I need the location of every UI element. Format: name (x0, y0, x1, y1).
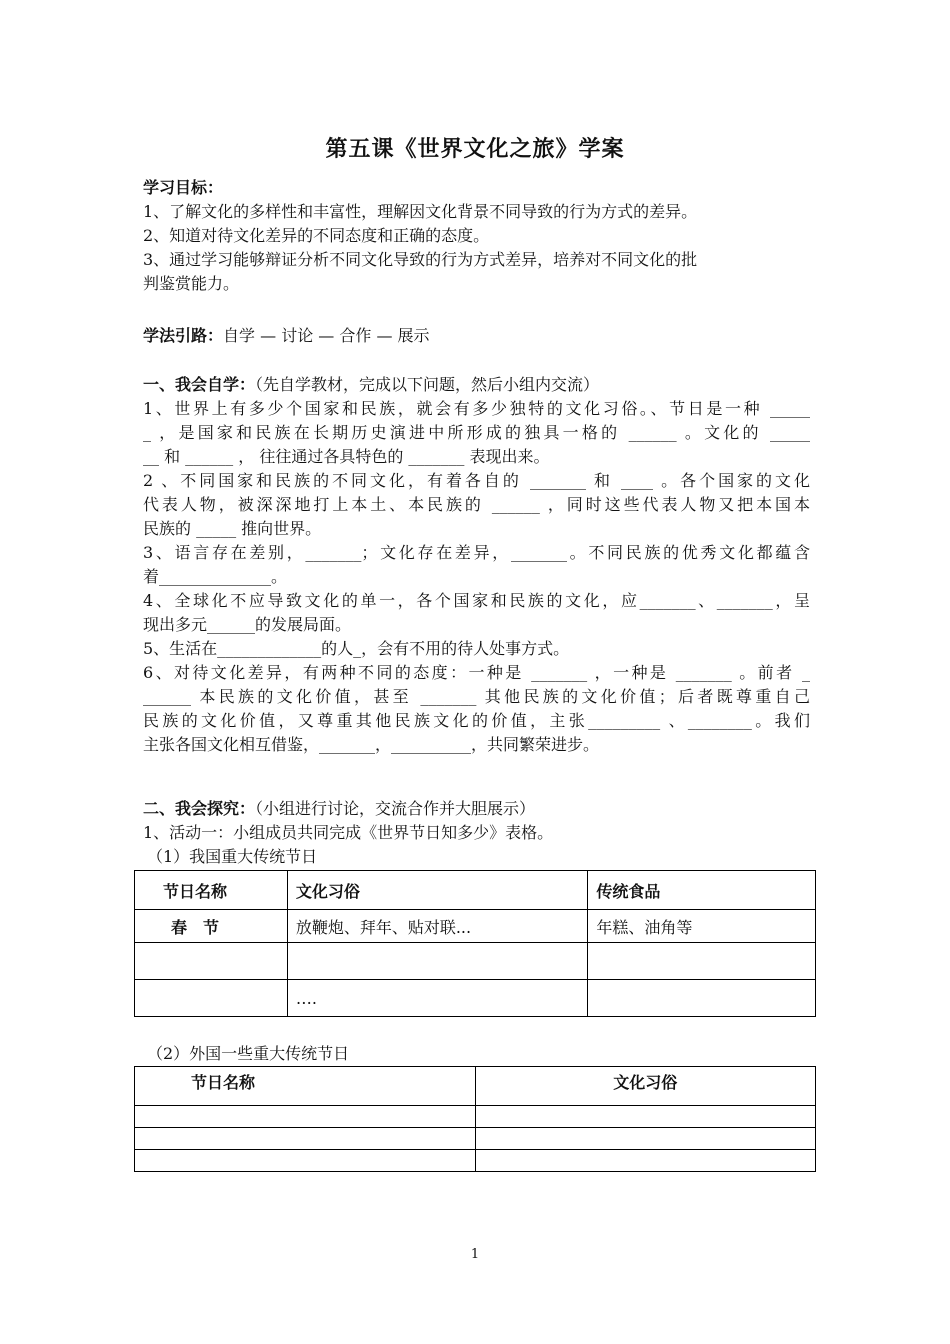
header-cell: 传统食品 (588, 871, 816, 910)
table-cell (135, 980, 288, 1017)
page-number: 1 (470, 1247, 480, 1262)
objective-item: 1、了解文化的多样性和丰富性，理解因文化背景不同导致的行为方式的差异。 (143, 202, 698, 221)
table-cell (475, 1128, 815, 1150)
question-line: 民族的文化价值，又尊重其他民族文化的价值，主张_________ 、________。我们 (143, 711, 810, 730)
question-line: 主张各国文化相互借鉴，_______，__________，共同繁荣进步。 (143, 735, 600, 754)
table-cell (588, 980, 816, 1017)
method-text: 自学 — 讨论 — 合作 — 展示 (223, 326, 430, 345)
question-line: 民族的 _____ 推向世界。 (143, 519, 322, 538)
question-line: 1、世界上有多少个国家和民族，就会有多少独特的文化习俗。、节日是一种 _____ (143, 399, 810, 418)
objective-item: 3、通过学习能够辩证分析不同文化导致的行为方式差异，培养对不同文化的批 (143, 250, 698, 269)
domestic-festivals-table (134, 870, 816, 1017)
table-cell (475, 1150, 815, 1172)
table-cell (475, 1106, 815, 1128)
table-cell (287, 943, 588, 980)
table-header-row (135, 871, 816, 910)
objective-item: 2、知道对待文化差异的不同态度和正确的态度。 (143, 226, 490, 245)
section1-heading: 一、我会自学： (143, 375, 256, 394)
foreign-festivals-table (134, 1066, 816, 1172)
table-row (135, 1106, 816, 1128)
question-line: _ ，是国家和民族在长期历史演进中所形成的独具一格的 ______ 。文化的 _____ (143, 423, 810, 442)
section2-note: （小组进行讨论，交流合作并大胆展示） (255, 799, 536, 818)
table-row (135, 1128, 816, 1150)
table-header-row (135, 1067, 816, 1106)
table-cell (588, 943, 816, 980)
table-row (135, 1150, 816, 1172)
table-cell: 春 节 (135, 910, 288, 943)
method-heading: 学法引路： (143, 326, 224, 345)
objectives-section (143, 176, 810, 296)
question-line: 2 、不同国家和民族的不同文化，有着各自的 _______ 和 ____ 。各个国家的文化 (143, 471, 810, 490)
table-row (135, 980, 816, 1017)
header-cell: 文化习俗 (475, 1067, 815, 1106)
explore-section (143, 797, 810, 869)
section1-note: （先自学教材，完成以下问题，然后小组内交流） (255, 375, 600, 394)
header-cell: 节日名称 (135, 1067, 476, 1106)
table-cell (135, 1150, 476, 1172)
question-line: 6、对待文化差异，有两种不同的态度：一种是 _______ ，一种是 _______ 。前者 _ (143, 663, 810, 682)
self-study-section (143, 373, 810, 757)
question-line: 4、全球化不应导致文化的单一，各个国家和民族的文化，应_______、_______，呈 (143, 591, 810, 610)
table-row (135, 943, 816, 980)
table-cell: …. (287, 980, 588, 1017)
table-cell (135, 1106, 476, 1128)
objectives-heading: 学习目标： (143, 178, 224, 197)
question-line: ______ 本民族的文化价值，甚至 _______ 其他民族的文化价值；后者既尊重自己 (143, 687, 810, 706)
table-cell: 放鞭炮、拜年、贴对联... (287, 910, 588, 943)
table1-caption: （1）我国重大传统节日 (147, 847, 318, 866)
table-cell: 年糕、油角等 (588, 910, 816, 943)
question-line: __ 和 ______ ， 往往通过各具特色的 _______ 表现出来。 (143, 447, 550, 466)
objective-item: 判鉴赏能力。 (143, 274, 240, 293)
question-line: 5、生活在_____________的人_，会有不用的待人处事方式。 (143, 639, 570, 658)
question-line: 着______________。 (143, 567, 288, 586)
page-title: 第五课《世界文化之旅》学案 (325, 136, 625, 162)
table-row (135, 910, 816, 943)
table-cell (135, 943, 288, 980)
section2-heading: 二、我会探究： (143, 799, 256, 818)
table2-caption: （2）外国一些重大传统节日 (147, 1044, 350, 1063)
table-cell (135, 1128, 476, 1150)
method-section (143, 324, 810, 348)
header-cell: 文化习俗 (287, 871, 588, 910)
question-line: 代表人物，被深深地打上本土、本民族的 ______ ，同时这些代表人物又把本国本 (143, 495, 810, 514)
header-cell: 节日名称 (135, 871, 288, 910)
question-line: 现出多元______的发展局面。 (143, 615, 352, 634)
activity-text: 1、活动一：小组成员共同完成《世界节日知多少》表格。 (143, 823, 554, 842)
question-line: 3、语言存在差别，_______；文化存在差异，_______。不同民族的优秀文化都蕴含 (143, 543, 810, 562)
